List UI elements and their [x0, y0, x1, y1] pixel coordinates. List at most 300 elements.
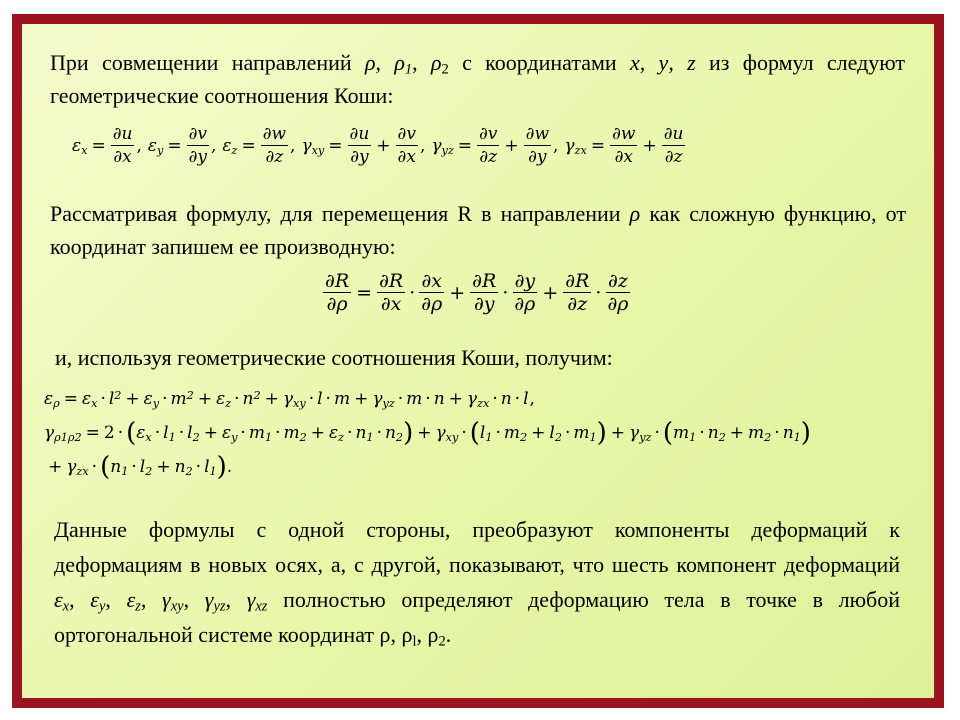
subscript: z: [338, 430, 345, 444]
symbol: ε: [44, 389, 54, 409]
denominator: ∂ρ: [607, 293, 629, 315]
symbol: m: [748, 423, 765, 443]
math-symbol: [434, 389, 445, 409]
math-symbol: [163, 423, 176, 443]
numerator: ∂w: [262, 124, 287, 144]
symbol: l: [523, 389, 529, 409]
sub: y: [98, 598, 106, 615]
epsilon-z: ε: [126, 587, 136, 612]
operator: +: [125, 389, 140, 409]
fraction: [512, 271, 537, 314]
derivative-paragraph: [50, 197, 906, 263]
sep: ,: [639, 50, 659, 75]
sub: l: [412, 633, 417, 650]
fraction: [261, 124, 288, 167]
conclusion-paragraph: [54, 512, 900, 652]
conclusion-text-b: полностью определяют деформацию тела в точке в любой ортогональной системе координат ρ, ρ: [54, 587, 901, 647]
parenthesis: (: [100, 452, 111, 482]
math-symbol: [629, 423, 651, 443]
epsilon-x: ε: [54, 587, 63, 612]
operator: =: [457, 135, 473, 156]
fraction: [610, 124, 637, 167]
symbol: ε: [221, 423, 232, 443]
dot-operator: ·: [308, 389, 315, 409]
rho-symbol: ρ: [629, 201, 641, 226]
dot-operator: ·: [234, 389, 240, 409]
numerator: ∂R: [379, 270, 404, 292]
fraction: [524, 124, 551, 167]
symbol: γ: [66, 457, 77, 477]
math-symbol: [72, 136, 87, 156]
math-symbol: [171, 389, 194, 409]
subscript: 1: [366, 430, 374, 444]
math-symbol: [501, 389, 512, 409]
symbol: n: [384, 423, 396, 443]
numerator: ∂u: [349, 124, 370, 144]
numerator: ∂R: [472, 270, 497, 292]
math-symbol: [372, 389, 394, 409]
math-symbol: [243, 389, 261, 409]
denominator: ∂ρ: [514, 293, 536, 315]
math-symbol: [44, 389, 60, 409]
intro-paragraph: [50, 46, 905, 112]
symbol: ε: [216, 389, 226, 409]
operator: +: [354, 389, 369, 409]
subscript: 2: [718, 430, 726, 444]
superscript: 2: [114, 388, 122, 402]
strain-row-gamma-rho1rho2: [44, 416, 811, 450]
separator: ,: [529, 389, 535, 409]
sub: z: [135, 598, 141, 615]
using-relations-paragraph: и, используя геометрические соотношения Коши, получим:: [55, 345, 613, 370]
rho1-subscript: 1: [404, 61, 413, 78]
operator: =: [590, 135, 606, 156]
denominator: ∂ρ: [421, 293, 443, 315]
separator: ,: [290, 135, 296, 156]
symbol: l: [187, 423, 193, 443]
derivative-text-b: как сложную функцию, от координат запишем ее производную:: [50, 201, 907, 259]
symbol: γ: [466, 389, 478, 409]
symbol: m: [248, 423, 265, 443]
symbol: ε: [81, 389, 92, 409]
chain-rule-formula: [322, 271, 631, 314]
operator: =: [167, 135, 182, 156]
subscript: 1: [793, 430, 801, 444]
sep: ,: [225, 587, 247, 612]
math-symbol: [82, 389, 97, 409]
x-symbol: x: [629, 50, 640, 75]
symbol: l: [108, 389, 115, 409]
math-symbol: [284, 423, 307, 443]
subscript: y: [152, 396, 160, 410]
math-symbol: [249, 423, 272, 443]
fraction: [419, 271, 444, 314]
symbol: m: [170, 389, 187, 409]
operator: =: [91, 135, 106, 156]
operator: +: [376, 135, 391, 156]
symbol: l: [479, 423, 486, 443]
dot-operator: ·: [178, 423, 185, 443]
gamma-yz: γ: [204, 587, 214, 612]
operator: +: [264, 389, 279, 409]
gamma-xy: γ: [162, 587, 171, 612]
math-symbol: [110, 457, 128, 477]
math-symbol: [140, 457, 153, 477]
sub: x: [62, 598, 70, 615]
symbol: ε: [147, 135, 157, 156]
symbol: γ: [301, 135, 312, 156]
denominator: ∂z: [567, 293, 588, 315]
operator: +: [310, 423, 326, 443]
subscript: 1: [689, 430, 697, 444]
numerator: ∂x: [421, 270, 443, 292]
separator: ,: [210, 135, 217, 156]
math-symbol: [564, 136, 586, 156]
sub: yz: [213, 598, 226, 615]
parenthesis: (: [469, 418, 480, 448]
math-symbol: [216, 389, 231, 409]
math-symbol: [109, 389, 122, 409]
dot-operator: ·: [376, 423, 382, 443]
operator: +: [642, 135, 657, 156]
symbol: γ: [564, 135, 575, 156]
subscript: 1: [589, 430, 597, 444]
symbol: m: [333, 389, 351, 409]
subscript: xy: [293, 396, 306, 410]
fraction: [396, 124, 418, 167]
strain-row-continuation: [44, 450, 232, 484]
sub: 2: [438, 633, 446, 650]
sep: ,: [69, 587, 91, 612]
numerator: ∂w: [612, 124, 636, 144]
math-symbol: [708, 423, 726, 443]
slide: [12, 14, 944, 708]
numerator: ∂w: [525, 124, 550, 144]
dot-operator: ·: [654, 423, 660, 443]
denominator: ∂y: [188, 147, 207, 167]
subscript: zx: [574, 143, 587, 157]
intro-text-c: из формул следуют геометрические соотношения Коши:: [50, 50, 906, 108]
operator: +: [449, 281, 466, 304]
math-symbol: [783, 423, 801, 443]
subscript: zx: [76, 464, 89, 478]
numerator: ∂v: [188, 124, 207, 144]
operator: +: [203, 423, 218, 443]
symbol: γ: [431, 135, 442, 156]
operator: +: [610, 423, 626, 443]
subscript: yz: [639, 430, 652, 444]
operator: +: [48, 457, 63, 477]
subscript: xy: [445, 430, 459, 444]
fraction: [470, 271, 498, 314]
fraction: [563, 271, 591, 314]
math-symbol: [144, 389, 159, 409]
denominator: ∂x: [614, 147, 633, 167]
dot-operator: ·: [154, 423, 161, 443]
subscript: 2: [554, 430, 562, 444]
dot-operator: ·: [275, 423, 281, 443]
math-symbol: [431, 136, 453, 156]
dot-operator: ·: [425, 389, 431, 409]
dot-operator: ·: [595, 281, 602, 304]
subscript: 2: [519, 430, 528, 444]
symbol: ε: [329, 423, 339, 443]
dot-operator: ·: [131, 457, 137, 477]
math-symbol: [301, 136, 324, 156]
subscript: y: [231, 430, 238, 444]
symbol: n: [174, 457, 186, 477]
subscript: 1: [209, 464, 217, 478]
math-symbol: [204, 457, 217, 477]
dot-operator: ·: [492, 389, 498, 409]
operator: =: [328, 135, 343, 156]
math-symbol: [334, 389, 350, 409]
sep: ,: [105, 587, 127, 612]
y-symbol: y: [658, 50, 669, 75]
fraction: [348, 124, 372, 167]
subscript: 1: [264, 430, 273, 444]
parenthesis: ): [800, 418, 811, 448]
dot-operator: ·: [240, 423, 246, 443]
math-symbol: [329, 423, 344, 443]
dot-operator: ·: [564, 423, 571, 443]
numerator: ∂z: [608, 270, 628, 292]
math-symbol: [523, 389, 528, 409]
fraction: [111, 124, 135, 167]
separator: ,: [136, 135, 142, 156]
subscript: x: [91, 396, 98, 410]
gamma-xz: γ: [246, 587, 256, 612]
dot-operator: ·: [409, 281, 416, 304]
denominator: ∂z: [265, 147, 284, 167]
sep: ,: [668, 50, 688, 75]
math-symbol: [406, 389, 422, 409]
rho-symbol: ρ: [364, 50, 376, 75]
subscript: z: [231, 143, 238, 157]
subscript: z: [225, 396, 232, 410]
math-symbol: [504, 423, 527, 443]
parenthesis: ): [403, 418, 414, 448]
operator: +: [197, 389, 213, 409]
numerator: ∂v: [479, 124, 498, 144]
sep: ,: [140, 587, 163, 612]
strain-transform-formula: [44, 382, 811, 484]
dot-operator: ·: [397, 389, 404, 409]
symbol: l: [204, 457, 210, 477]
operator: +: [448, 389, 463, 409]
denominator: ∂ρ: [326, 293, 348, 315]
intro-text-a: При совмещении направлений: [50, 50, 365, 75]
denominator: ∂y: [350, 147, 369, 167]
math-symbol: [283, 389, 306, 409]
math-symbol: [187, 423, 200, 443]
superscript: 2: [186, 388, 194, 402]
cauchy-relations-formula: [72, 124, 686, 167]
symbol: ε: [222, 135, 232, 156]
symbol: l: [549, 423, 555, 443]
separator: ,: [553, 135, 559, 156]
subscript: x: [81, 143, 88, 157]
parenthesis: (: [662, 418, 674, 448]
subscript: 2: [145, 464, 153, 478]
dot-operator: ·: [495, 423, 501, 443]
dot-operator: ·: [195, 457, 202, 477]
symbol: ε: [143, 389, 153, 409]
math-symbol: [222, 423, 237, 443]
symbol: m: [673, 423, 690, 443]
denominator: ∂y: [528, 147, 547, 167]
subscript: xy: [311, 143, 325, 157]
symbol: n: [782, 423, 794, 443]
numerator: ∂v: [397, 124, 416, 144]
fraction: [377, 271, 405, 314]
dot-operator: ·: [325, 389, 331, 409]
symbol: ε: [136, 423, 146, 443]
strain-row-epsilon-rho: [44, 382, 541, 416]
operator: +: [542, 281, 559, 304]
subscript: 1: [485, 430, 493, 444]
symbol: n: [242, 389, 254, 409]
math-symbol: [467, 389, 489, 409]
sep: , ρ: [416, 622, 439, 647]
dot-operator: ·: [502, 281, 509, 304]
fraction: [605, 271, 630, 314]
symbol: ε: [72, 135, 82, 156]
symbol: l: [163, 423, 169, 443]
dot-operator: ·: [117, 423, 124, 443]
subscript: 2: [185, 464, 193, 478]
symbol: γ: [372, 389, 383, 409]
symbol: l: [139, 457, 146, 477]
denominator: ∂x: [113, 147, 132, 167]
operator: =: [356, 281, 373, 304]
operator: +: [417, 423, 432, 443]
math-symbol: [222, 136, 237, 156]
subscript: ρ1ρ2: [54, 430, 82, 444]
subscript: 1: [168, 430, 176, 444]
fraction: [187, 124, 209, 167]
subscript: y: [156, 143, 164, 157]
math-symbol: [385, 423, 403, 443]
symbol: n: [110, 457, 122, 477]
math-symbol: [355, 423, 373, 443]
denominator: ∂z: [479, 147, 498, 167]
dot-operator: ·: [162, 389, 168, 409]
numerator: ∂R: [565, 270, 590, 292]
symbol: n: [433, 389, 445, 409]
operator: +: [729, 423, 745, 443]
sep: ,: [183, 587, 205, 612]
subscript: x: [145, 430, 152, 444]
parenthesis: (: [126, 418, 137, 448]
fraction: [323, 271, 351, 314]
numerator: ∂u: [112, 124, 133, 144]
rho2-subscript: 2: [441, 61, 449, 78]
symbol: l: [317, 389, 323, 409]
symbol: γ: [629, 423, 640, 443]
terminator: .: [226, 457, 233, 477]
symbol: n: [707, 423, 719, 443]
subscript: 2: [299, 430, 307, 444]
operator: =: [63, 389, 78, 409]
subscript: zx: [477, 396, 490, 410]
symbol: γ: [282, 389, 294, 409]
symbol: m: [406, 389, 423, 409]
sep: .: [445, 622, 452, 647]
symbol: γ: [44, 423, 55, 443]
denominator: ∂z: [664, 147, 683, 167]
fraction: [477, 124, 499, 167]
math-symbol: [435, 423, 458, 443]
symbol: γ: [435, 423, 446, 443]
dot-operator: ·: [100, 389, 106, 409]
dot-operator: ·: [347, 423, 353, 443]
math-symbol: [44, 423, 82, 443]
numerator: ∂y: [514, 270, 536, 292]
fraction: [662, 124, 686, 167]
sub: xz: [255, 598, 268, 615]
math-symbol: [673, 423, 696, 443]
math-symbol: [480, 423, 493, 443]
epsilon-y: ε: [90, 587, 99, 612]
math-symbol: [748, 423, 771, 443]
math-symbol: [136, 423, 151, 443]
subscript: 1: [121, 464, 129, 478]
math-symbol: [66, 457, 88, 477]
math-symbol: [573, 423, 596, 443]
operator: =: [85, 423, 100, 443]
math-symbol: [175, 457, 193, 477]
symbol: m: [503, 423, 520, 443]
rho2-symbol: ρ: [430, 50, 442, 75]
conclusion-text-a: Данные формулы с одной стороны, преобразуют компоненты деформаций к деформациям в новых осях, а, с другой, показывают, что шесть компонент деформаций: [54, 517, 900, 577]
z-symbol: z: [687, 50, 696, 75]
sep: ,: [412, 50, 431, 75]
math-symbol: [549, 423, 562, 443]
subscript: 2: [395, 430, 404, 444]
parenthesis: ): [216, 452, 227, 482]
operator: +: [531, 423, 546, 443]
subscript: ρ: [53, 396, 60, 410]
subscript: yz: [382, 396, 395, 410]
sub: xy: [170, 598, 184, 615]
denominator: ∂y: [473, 293, 495, 315]
separator: ,: [419, 135, 426, 156]
operator: =: [241, 135, 256, 156]
symbol: n: [355, 423, 367, 443]
sep: ,: [375, 50, 395, 75]
subscript: 2: [764, 430, 772, 444]
math-symbol: [148, 136, 163, 156]
coefficient: 2: [103, 423, 115, 443]
rho1-symbol: ρ: [394, 50, 405, 75]
dot-operator: ·: [699, 423, 705, 443]
denominator: ∂x: [380, 293, 402, 315]
dot-operator: ·: [91, 457, 98, 477]
subscript: yz: [441, 143, 454, 157]
denominator: ∂x: [397, 147, 416, 167]
dot-operator: ·: [461, 423, 467, 443]
numerator: ∂R: [325, 270, 350, 292]
numerator: ∂u: [663, 124, 684, 144]
superscript: 2: [253, 388, 261, 402]
parenthesis: ): [596, 418, 607, 448]
symbol: m: [283, 423, 300, 443]
operator: +: [504, 135, 519, 156]
math-symbol: [317, 389, 322, 409]
intro-text-b: с координатами: [448, 50, 630, 75]
dot-operator: ·: [514, 389, 521, 409]
